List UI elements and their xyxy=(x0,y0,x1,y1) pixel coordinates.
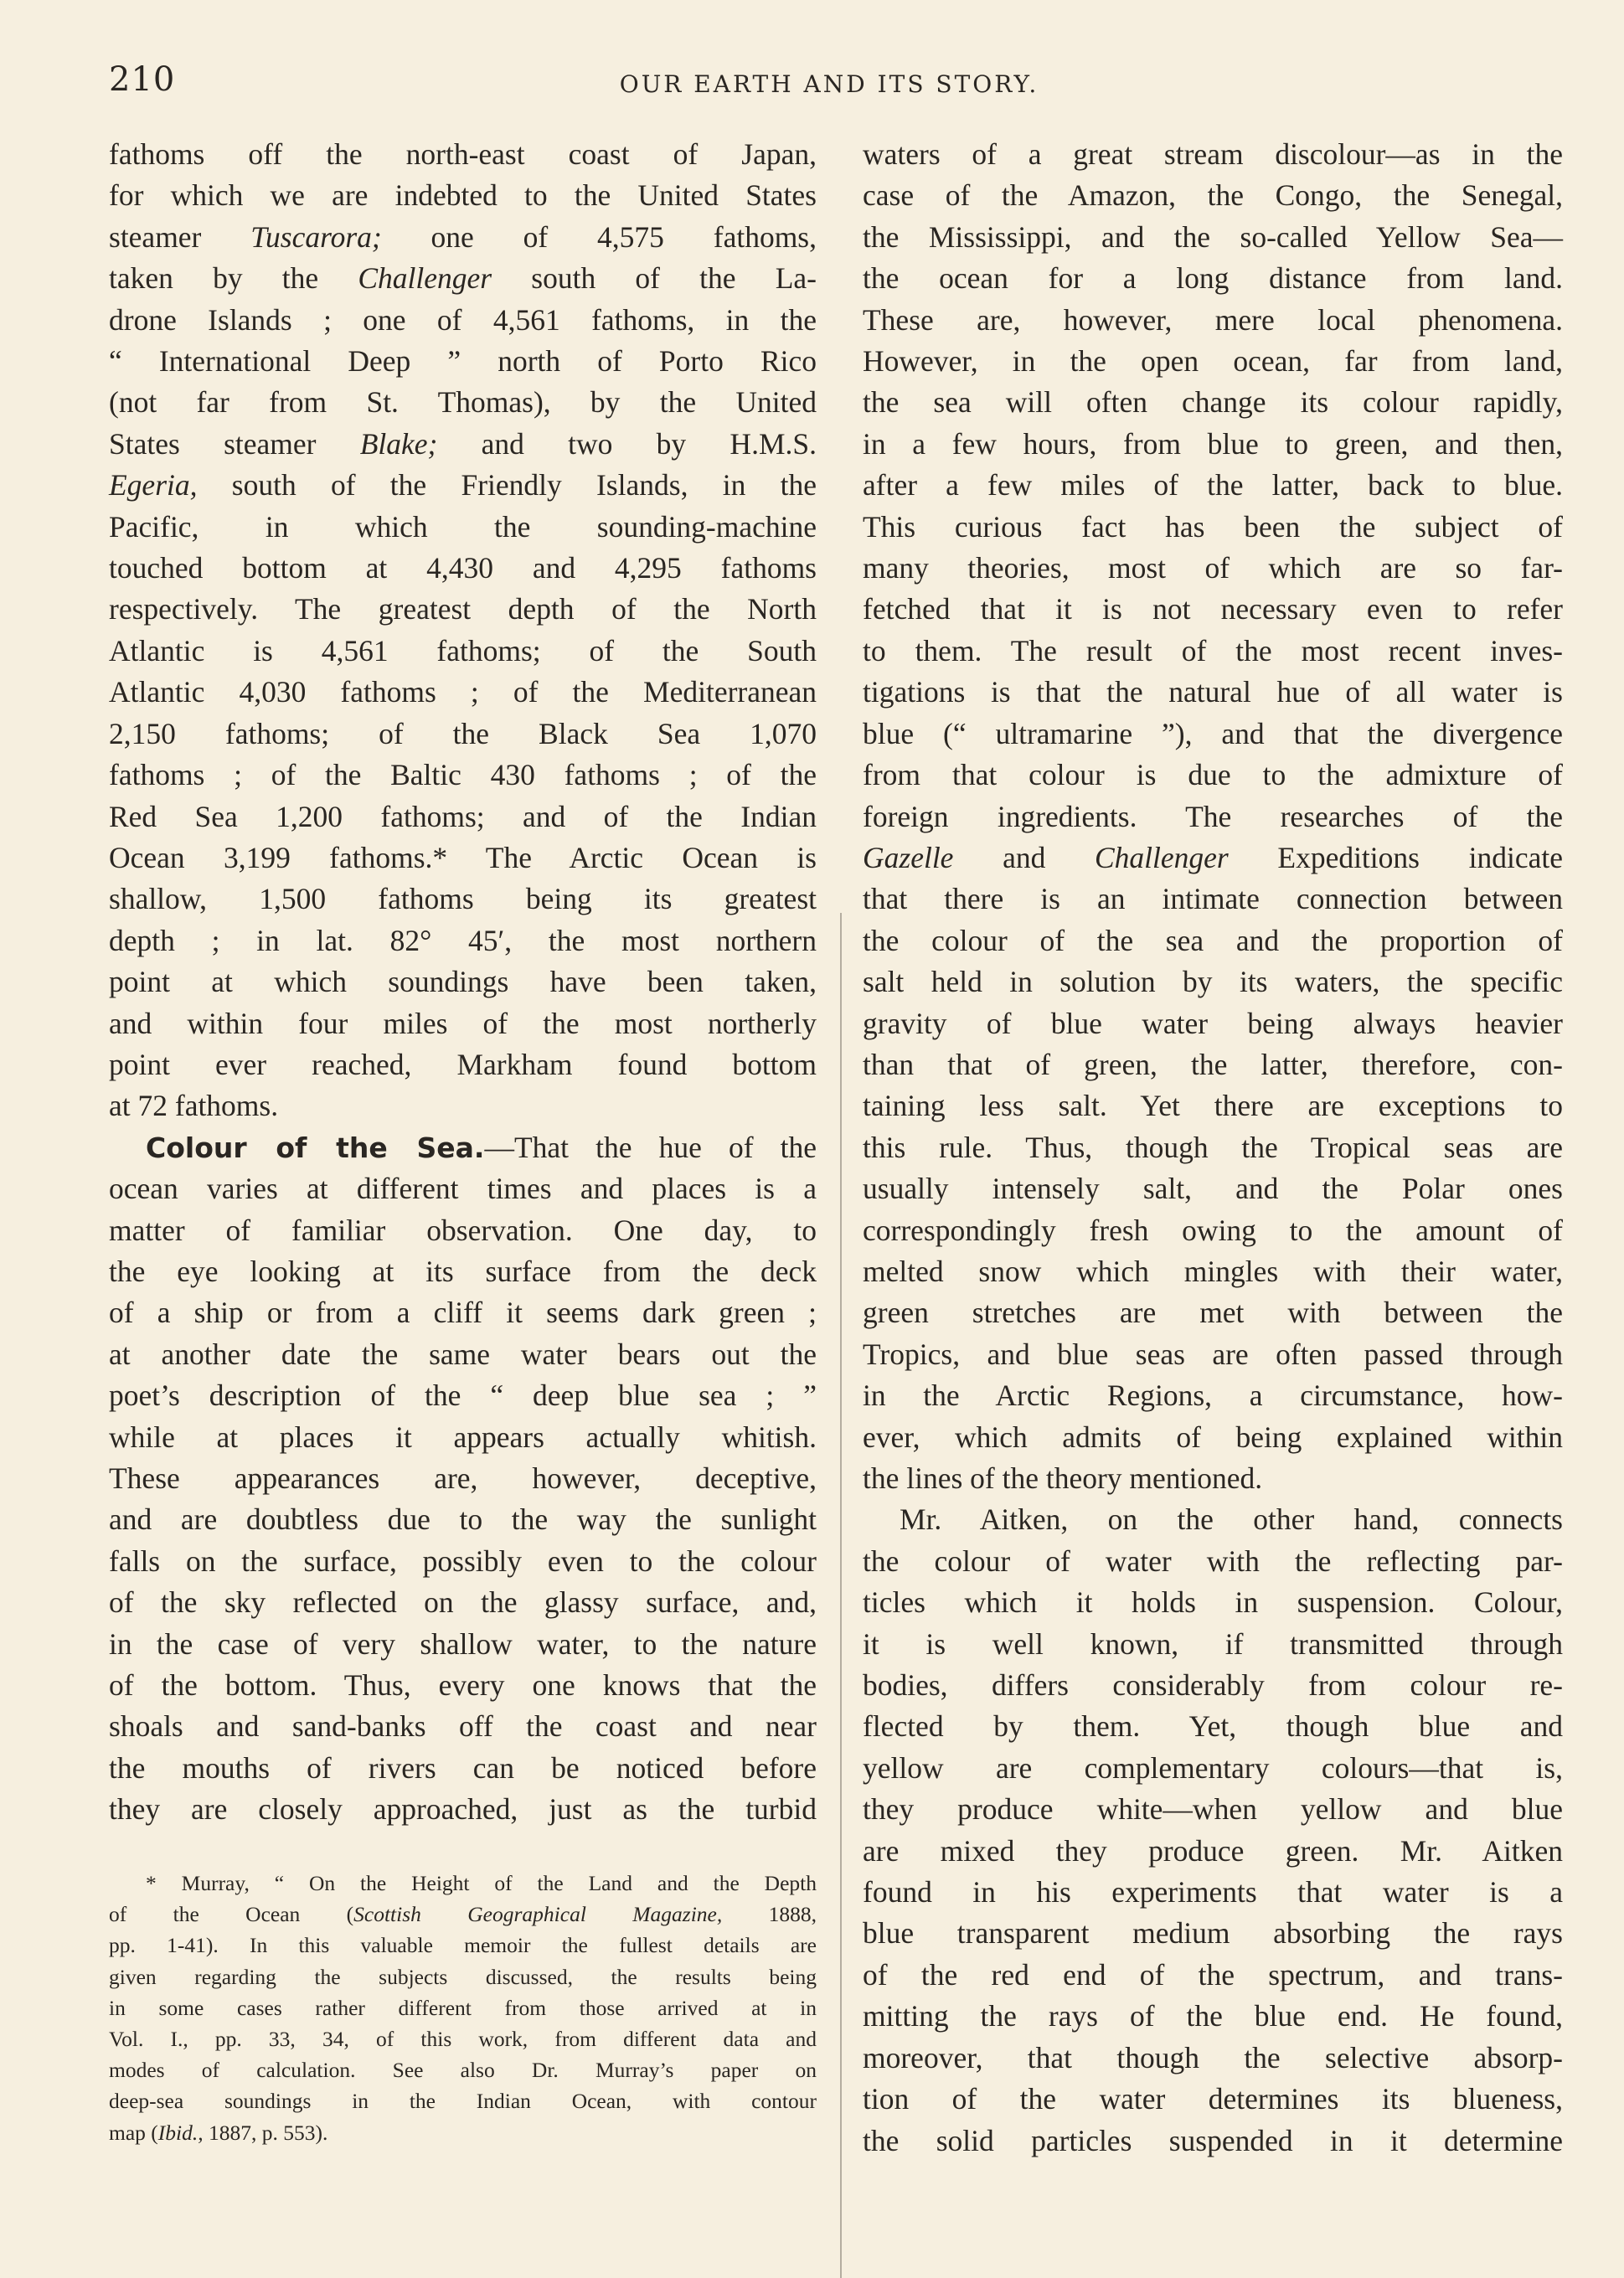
text-run: taining less salt. Yet there are exceptions to xyxy=(863,1089,1563,1123)
text-line xyxy=(863,920,1563,961)
text-line xyxy=(109,1417,817,1458)
text-run: of the red end of the spectrum, and trans- xyxy=(863,1957,1563,1992)
text-run: this rule. Thus, though the Tropical seas are xyxy=(863,1130,1563,1164)
text-line xyxy=(109,300,817,341)
text-line xyxy=(863,1872,1563,1913)
text-line xyxy=(109,175,817,216)
text-line xyxy=(109,2085,817,2116)
text-line xyxy=(109,838,817,879)
text-run: the colour of the sea and the proportion of xyxy=(863,923,1563,957)
text-line xyxy=(863,1541,1563,1582)
text-run: point ever reached, Markham found bottom xyxy=(109,1047,817,1081)
text-line xyxy=(109,2117,817,2148)
text-run: found in his experiments that water is a xyxy=(863,1875,1563,1910)
text-line xyxy=(863,2079,1563,2120)
text-line xyxy=(863,175,1563,216)
text-run: the eye looking at its surface from the deck xyxy=(109,1254,817,1288)
text-run: respectively. The greatest depth of the North xyxy=(109,592,817,626)
text-run: many theories, most of which are so far- xyxy=(863,551,1563,585)
text-run: 1888, xyxy=(722,1902,817,1927)
text-run: modes of calculation. See also Dr. Murray’s paper on xyxy=(109,2058,817,2083)
italic-text: Scottish Geographical Magazine, xyxy=(353,1902,723,1927)
text-line xyxy=(863,1748,1563,1789)
text-run: and are doubtless due to the way the sunlight xyxy=(109,1502,817,1537)
text-run: tigations is that the natural hue of all water is xyxy=(863,675,1563,709)
text-line xyxy=(109,1499,817,1540)
text-run: Atlantic 4,030 fathoms ; of the Mediterranean xyxy=(109,675,817,709)
text-line xyxy=(109,1582,817,1623)
text-line xyxy=(863,1706,1563,1747)
text-run: in the Arctic Regions, a circumstance, how- xyxy=(863,1379,1563,1413)
text-line xyxy=(109,1624,817,1665)
text-run: Red Sea 1,200 fathoms; and of the Indian xyxy=(109,799,817,833)
text-run: one of 4,575 fathoms, xyxy=(381,219,817,254)
text-line xyxy=(863,548,1563,589)
text-line xyxy=(863,838,1563,879)
running-title: OUR EARTH AND ITS STORY. xyxy=(619,70,1039,98)
text-line xyxy=(863,1499,1563,1540)
text-line xyxy=(109,465,817,506)
text-run: usually intensely salt, and the Polar ones xyxy=(863,1172,1563,1206)
text-run: Mr. Aitken, on the other hand, connects xyxy=(900,1502,1563,1537)
text-run: in some cases rather different from those arrived at in xyxy=(109,1995,817,2020)
italic-text: Egeria, xyxy=(109,468,198,502)
text-run: correspondingly fresh owing to the amount of xyxy=(863,1213,1563,1247)
text-run: Ocean 3,199 fathoms.* The Arctic Ocean is xyxy=(109,840,817,874)
text-line xyxy=(863,134,1563,175)
text-run: in the case of very shallow water, to the nature xyxy=(109,1626,817,1661)
text-run: 1887, p. 553). xyxy=(203,2120,328,2145)
text-run: point at which soundings have been taken, xyxy=(109,965,817,999)
text-line xyxy=(109,134,817,175)
text-line xyxy=(109,507,817,548)
text-run: from that colour is due to the admixture of xyxy=(863,758,1563,792)
text-run: pp. 1-41). In this valuable memoir the fullest details are xyxy=(109,1933,817,1958)
text-line xyxy=(109,1044,817,1085)
text-run: matter of familiar observation. One day, to xyxy=(109,1213,817,1247)
text-line xyxy=(109,589,817,630)
text-line xyxy=(109,920,817,961)
text-run: depth ; in lat. 82° 45′, the most northern xyxy=(109,923,817,957)
text-run: in a few hours, from blue to green, and then, xyxy=(863,426,1563,461)
italic-text: Challenger xyxy=(358,261,492,296)
text-run: at another date the same water bears out the xyxy=(109,1337,817,1371)
text-line xyxy=(109,1085,817,1126)
text-run: the mouths of rivers can be noticed before xyxy=(109,1750,817,1785)
text-line xyxy=(109,755,817,796)
text-run: blue transparent medium absorbing the rays xyxy=(863,1916,1563,1951)
text-line xyxy=(109,1541,817,1582)
text-line xyxy=(109,341,817,382)
text-line xyxy=(109,1930,817,1961)
text-run: poet’s description of the “ deep blue sea ; ” xyxy=(109,1379,817,1413)
text-run: shoals and sand-banks off the coast and near xyxy=(109,1709,817,1744)
text-run: ever, which admits of being explained within xyxy=(863,1420,1563,1454)
text-run: the ocean for a long distance from land. xyxy=(863,261,1563,296)
text-run: and within four miles of the most northerly xyxy=(109,1006,817,1040)
italic-text: Challenger xyxy=(1095,840,1229,874)
text-run: it is well known, if transmitted through xyxy=(863,1626,1563,1661)
column-divider xyxy=(840,913,842,2278)
text-line xyxy=(863,1582,1563,1623)
text-run: they are closely approached, just as the turbid xyxy=(109,1792,817,1827)
text-line xyxy=(863,1168,1563,1209)
text-run: yellow are complementary colours—that is, xyxy=(863,1750,1563,1785)
text-run: of the sky reflected on the glassy surface, and, xyxy=(109,1585,817,1620)
text-line xyxy=(109,548,817,589)
text-line xyxy=(863,1085,1563,1126)
text-line xyxy=(109,2023,817,2054)
text-line xyxy=(109,879,817,920)
text-run: Expeditions indicate xyxy=(1228,840,1563,874)
text-line xyxy=(109,796,817,838)
italic-text: Gazelle xyxy=(863,840,954,874)
heading-line-text: —That the hue of the xyxy=(484,1130,817,1164)
text-line xyxy=(863,672,1563,713)
text-run: case of the Amazon, the Congo, the Senegal, xyxy=(863,178,1563,213)
text-run: the solid particles suspended in it determine xyxy=(863,2123,1563,2157)
text-run: of the bottom. Thus, every one knows that the xyxy=(109,1668,817,1703)
text-line xyxy=(863,1458,1563,1499)
text-run: These are, however, mere local phenomena. xyxy=(863,302,1563,337)
text-line xyxy=(863,1292,1563,1333)
text-run: that there is an intimate connection between xyxy=(863,882,1563,916)
footnote xyxy=(109,1868,817,2148)
text-line xyxy=(863,1789,1563,1830)
text-run: map ( xyxy=(109,2120,158,2145)
text-line xyxy=(863,1375,1563,1416)
text-run: after a few miles of the latter, back to blue. xyxy=(863,468,1563,502)
text-run: and two by H.M.S. xyxy=(437,426,817,461)
text-line xyxy=(109,1251,817,1292)
text-line xyxy=(109,1168,817,1209)
text-line xyxy=(863,1955,1563,1996)
text-line xyxy=(109,1748,817,1789)
text-line xyxy=(863,300,1563,341)
text-run: than that of green, the latter, therefore, con- xyxy=(863,1047,1563,1081)
text-run: States steamer xyxy=(109,426,360,461)
text-run: touched bottom at 4,430 and 4,295 fathoms xyxy=(109,551,817,585)
text-run: steamer xyxy=(109,219,251,254)
text-run: However, in the open ocean, far from land, xyxy=(863,344,1563,379)
text-line xyxy=(863,1913,1563,1954)
text-line xyxy=(109,424,817,465)
text-run: gravity of blue water being always heavier xyxy=(863,1006,1563,1040)
text-run: fetched that it is not necessary even to refer xyxy=(863,592,1563,626)
text-line xyxy=(109,258,817,299)
text-line xyxy=(863,424,1563,465)
text-line xyxy=(109,217,817,258)
italic-text: Ibid., xyxy=(157,2120,204,2145)
text-line xyxy=(863,1334,1563,1375)
text-run: foreign ingredients. The researches of the xyxy=(863,799,1563,833)
text-line xyxy=(863,589,1563,630)
text-line xyxy=(863,2121,1563,2162)
text-line xyxy=(863,1996,1563,2037)
paragraph-colour-of-sea xyxy=(109,1168,817,1831)
footnote-text xyxy=(109,1868,817,2148)
text-run: ticles which it holds in suspension. Colour, xyxy=(863,1585,1563,1620)
text-run: Vol. I., pp. 33, 34, of this work, from different data and xyxy=(109,2027,817,2052)
text-run: drone Islands ; one of 4,561 fathoms, in the xyxy=(109,302,817,337)
text-run: ocean varies at different times and places is a xyxy=(109,1172,817,1206)
text-line xyxy=(863,217,1563,258)
text-run: shallow, 1,500 fathoms being its greatest xyxy=(109,882,817,916)
text-run: “ International Deep ” north of Porto Rico xyxy=(109,344,817,379)
text-line xyxy=(863,1210,1563,1251)
text-run: fathoms ; of the Baltic 430 fathoms ; of the xyxy=(109,758,817,792)
text-run: for which we are indebted to the United States xyxy=(109,178,817,213)
text-run: of a ship or from a cliff it seems dark green ; xyxy=(109,1296,817,1330)
text-run: blue (“ ultramarine ”), and that the divergence xyxy=(863,716,1563,750)
text-line xyxy=(863,1044,1563,1085)
text-line xyxy=(109,1003,817,1044)
text-run: fathoms off the north-east coast of Japan, xyxy=(109,137,817,171)
text-line xyxy=(109,1789,817,1830)
text-run: given regarding the subjects discussed, the results being xyxy=(109,1964,817,1989)
text-line xyxy=(109,714,817,755)
text-run: mitting the rays of the blue end. He found, xyxy=(863,1999,1563,2033)
text-run: south of the Friendly Islands, in the xyxy=(197,468,817,502)
text-run: taken by the xyxy=(109,261,358,296)
text-run: Atlantic is 4,561 fathoms; of the South xyxy=(109,633,817,667)
paragraph-aitken xyxy=(863,1499,1563,2162)
text-run: salt held in solution by its waters, the specific xyxy=(863,965,1563,999)
text-run: tion of the water determines its blueness, xyxy=(863,2082,1563,2116)
text-line xyxy=(109,631,817,672)
text-line xyxy=(863,1417,1563,1458)
text-line xyxy=(863,879,1563,920)
text-line xyxy=(863,2038,1563,2079)
text-run: (not far from St. Thomas), by the United xyxy=(109,385,817,420)
text-run: at 72 fathoms. xyxy=(109,1089,279,1123)
text-run: to them. The result of the most recent inves- xyxy=(863,633,1563,667)
text-run: deep-sea soundings in the Indian Ocean, with contour xyxy=(109,2089,817,2114)
text-line xyxy=(109,2054,817,2085)
text-line xyxy=(863,258,1563,299)
text-line xyxy=(863,507,1563,548)
text-run: * Murray, “ On the Height of the Land and the Depth xyxy=(146,1871,817,1895)
text-line xyxy=(109,1706,817,1747)
text-line xyxy=(109,382,817,423)
text-line xyxy=(109,961,817,1002)
page-number: 210 xyxy=(109,60,176,99)
text-run: This curious fact has been the subject of xyxy=(863,509,1563,544)
text-line xyxy=(863,755,1563,796)
text-run: and xyxy=(953,840,1095,874)
text-line xyxy=(109,1375,817,1416)
text-run: These appearances are, however, deceptive, xyxy=(109,1461,817,1495)
italic-text: Blake; xyxy=(359,426,438,461)
text-line xyxy=(109,1665,817,1706)
text-line xyxy=(863,1665,1563,1706)
text-run: falls on the surface, possibly even to the colour xyxy=(109,1544,817,1578)
text-run: the colour of water with the reflecting par- xyxy=(863,1544,1563,1578)
italic-text: Tuscarora; xyxy=(250,219,382,254)
text-line xyxy=(109,1868,817,1899)
text-line xyxy=(109,1961,817,1992)
text-run: Pacific, in which the sounding-machine xyxy=(109,509,817,544)
section-heading: Colour of the Sea. xyxy=(146,1131,485,1164)
text-line xyxy=(863,631,1563,672)
paragraph-colour-heading-line xyxy=(109,1127,817,1168)
text-run: melted snow which mingles with their water, xyxy=(863,1254,1563,1288)
text-run: they produce white—when yellow and blue xyxy=(863,1792,1563,1827)
text-line xyxy=(863,341,1563,382)
text-run: flected by them. Yet, though blue and xyxy=(863,1709,1563,1744)
text-run: the sea will often change its colour rapidly, xyxy=(863,385,1563,420)
text-run: Tropics, and blue seas are often passed through xyxy=(863,1337,1563,1371)
text-line xyxy=(863,465,1563,506)
text-run: green stretches are met with between the xyxy=(863,1296,1563,1330)
text-run: while at places it appears actually whitish. xyxy=(109,1420,817,1454)
text-line xyxy=(109,1292,817,1333)
text-run: the Mississippi, and the so-called Yellow Sea— xyxy=(863,219,1563,254)
text-line xyxy=(109,1458,817,1499)
text-line xyxy=(863,1127,1563,1168)
text-run: 2,150 fathoms; of the Black Sea 1,070 xyxy=(109,716,817,750)
text-run: moreover, that though the selective absorp- xyxy=(863,2040,1563,2074)
text-run: of the Ocean ( xyxy=(109,1902,354,1927)
text-run: south of the La- xyxy=(492,261,817,296)
paragraph-ocean-depths xyxy=(109,134,817,1127)
text-run: the lines of the theory mentioned. xyxy=(863,1461,1263,1495)
text-line xyxy=(109,1899,817,1930)
right-column xyxy=(863,134,1563,2162)
text-line xyxy=(863,961,1563,1002)
paragraph-discolour xyxy=(863,134,1563,1499)
text-line xyxy=(109,1334,817,1375)
text-line xyxy=(109,672,817,713)
text-line xyxy=(863,1831,1563,1872)
text-line xyxy=(863,1251,1563,1292)
text-line xyxy=(109,1992,817,2023)
text-run: waters of a great stream discolour—as in the xyxy=(863,137,1563,171)
left-column xyxy=(109,134,817,1831)
text-line xyxy=(863,796,1563,838)
text-line xyxy=(863,714,1563,755)
text-line xyxy=(863,1003,1563,1044)
text-run: bodies, differs considerably from colour re- xyxy=(863,1668,1563,1703)
text-run: are mixed they produce green. Mr. Aitken xyxy=(863,1833,1563,1868)
text-line xyxy=(863,382,1563,423)
text-line xyxy=(109,1210,817,1251)
text-line xyxy=(863,1624,1563,1665)
